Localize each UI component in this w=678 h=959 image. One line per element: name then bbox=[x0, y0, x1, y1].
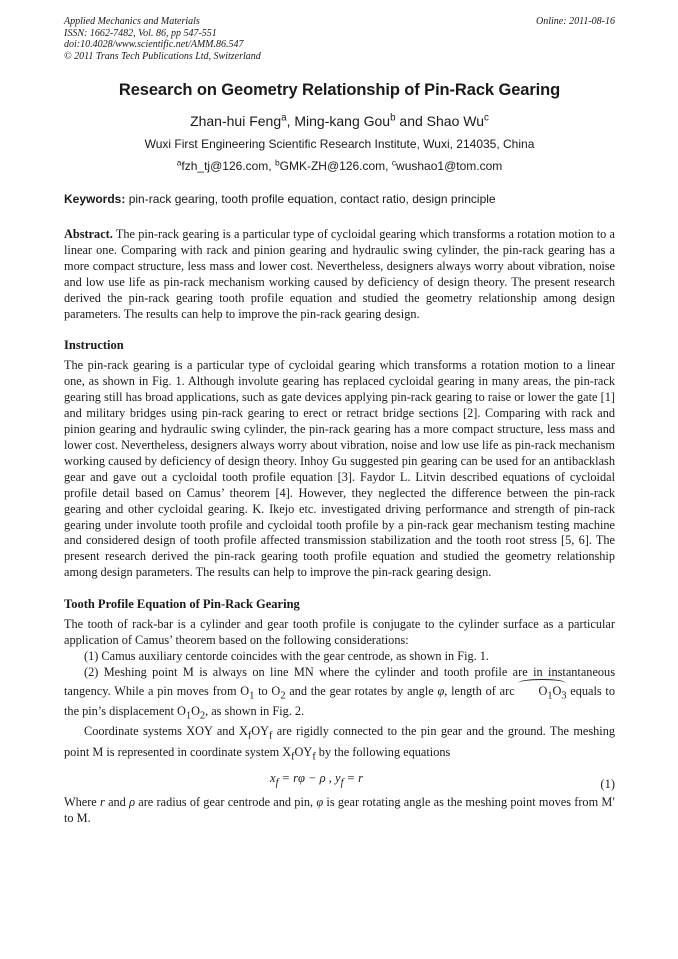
equation-number: (1) bbox=[600, 777, 615, 792]
symbol-rho: ρ bbox=[129, 795, 135, 810]
section-heading-tooth-profile: Tooth Profile Equation of Pin-Rack Gearing bbox=[64, 597, 300, 612]
symbol-xf-of-yf: $X_fOY_f$ bbox=[238, 724, 273, 742]
email-superscript: c bbox=[391, 157, 397, 168]
consideration-1: (1) Camus auxiliary centorde coincides with the gear centrode, as shown in Fig. 1. bbox=[84, 648, 490, 663]
email-address[interactable]: GMK-ZH@126.com, bbox=[279, 159, 392, 173]
email-superscript: b bbox=[274, 157, 280, 168]
doi-line: doi:10.4028/www.scientific.net/AMM.86.547 bbox=[64, 39, 244, 50]
where-paragraph: Where r and ρ are radius of gear centrode and pin, φ is gear rotating angle as the meshing point moves from M′ to M. bbox=[64, 795, 616, 826]
arc-o1-o3: $O_1O_3$ bbox=[518, 681, 566, 704]
email-address[interactable]: fzh_tj@126.com, bbox=[181, 159, 275, 173]
issn-line: ISSN: 1662-7482, Vol. 86, pp 547-551 bbox=[64, 27, 217, 39]
keywords-label: Keywords: bbox=[64, 192, 126, 206]
copyright-line: © 2011 Trans Tech Publications Ltd, Switzerland bbox=[64, 50, 261, 62]
affiliation: Wuxi First Engineering Scientific Research Institute, Wuxi, 214035, China bbox=[144, 137, 535, 151]
symbol-r: r bbox=[100, 795, 105, 810]
author-superscript: b bbox=[390, 112, 396, 124]
symbol-phi: φ bbox=[437, 683, 445, 698]
symbol-m-prime: M′ bbox=[601, 795, 616, 810]
paper-page bbox=[64, 16, 615, 827]
online-date: Online: 2011-08-16 bbox=[536, 16, 615, 27]
author-name: Shao Wu bbox=[426, 113, 485, 129]
symbol-o2: $O_2$ bbox=[271, 683, 286, 702]
author-line bbox=[64, 113, 615, 129]
author-name: Ming-kang Gou bbox=[294, 113, 391, 129]
abstract-label: Abstract. bbox=[64, 227, 113, 241]
instruction-paragraph: The pin-rack gearing is a particular type of cycloidal gearing which transforms a rotation motion to a linear one, as shown in Fig. 1. Although involute gearing has replaced cycloidal gearing in many areas, the pin-rack gearing still has broad applications, such as gate devices applying pin-rack gearing to raise or lower the gate [1] and military bridges using pin-rack gearing to erect or retract bridge sections [2]. Comparing with rack and pinion gearing and hydraulic swing cylinder, the pin-rack gearing has a more compact structure, less mass and lower cost. Nevertheless, designers always worry about vibration, noise and low use life as pin-rack mechanism working caused by deficiency of design theory. Inhoy Gu suggested pin gearing can be used for an antibacklash gear and gave out a cycloidal tooth profile equation [3]. Faydor L. Litvin described equations of cycloidal profile detail based on Camus’ theorem [4]. However, they neglected the difference between the pin-rack gearing and other cycloidal gearing. K. Ikejo etc. investigated driving performance and strength of pin-rack gearing under involute tooth profile and cycloidal tooth profile by a pin-rack gear mechanism testing machine and considered design of tooth profile affected transmission stabilization and the tooth root stress [5, 6]. The present research derived the pin-rack gearing tooth profile equation and studied the geometry relationship among design parameters. The results can help to improve the pin-rack gearing design. bbox=[64, 358, 615, 580]
equation-1 bbox=[64, 769, 615, 795]
abstract-text: The pin-rack gearing is a particular type of cycloidal gearing which transforms a rotation motion to a linear one. Comparing with rack and pinion gearing and hydraulic swing cylinder, the pin-rack gearing has a more compact structure, less mass and lower cost. Nevertheless, designers always worry about vibration, noise and low use life as pin-rack mechanism working caused by deficiency of design theory. The present research derived the pin-rack gearing tooth profile equation and studied the geometry relationship among design parameters. The results can help to improve the pin-rack gearing design. bbox=[64, 227, 615, 321]
author-superscript: a bbox=[281, 112, 287, 124]
email-superscript: a bbox=[176, 157, 182, 168]
journal-name: Applied Mechanics and Materials bbox=[64, 16, 200, 27]
tooth-profile-paragraph: The tooth of rack-bar is a cylinder and gear tooth profile is conjugate to the cylinder surface as a particular application of Camus’ theorem based on the following considerations: bbox=[64, 617, 615, 648]
keywords-text: pin-rack gearing, tooth profile equation, contact ratio, design principle bbox=[125, 192, 496, 206]
section-heading-instruction: Instruction bbox=[64, 338, 124, 353]
equation-expression: $x_f = r\varphi - \rho$ , $y_f = r$ bbox=[270, 771, 364, 789]
symbol-o1o2: $O_1O_2$ bbox=[177, 704, 206, 722]
email-line bbox=[64, 159, 615, 173]
paper-title: Research on Geometry Relationship of Pin-Rack Gearing bbox=[118, 81, 561, 99]
symbol-m: M bbox=[76, 811, 88, 826]
author-separator: , bbox=[286, 113, 295, 129]
author-separator: and bbox=[395, 113, 427, 129]
symbol-o1: $O_1$ bbox=[240, 683, 255, 702]
symbol-xoy: XOY bbox=[186, 724, 213, 739]
author-name: Zhan-hui Feng bbox=[190, 113, 282, 129]
journal-header bbox=[64, 16, 615, 62]
symbol-phi: φ bbox=[316, 795, 324, 810]
keywords bbox=[64, 192, 615, 206]
author-superscript: c bbox=[484, 112, 489, 124]
coordinate-paragraph: Coordinate systems XOY and $X_fOY_f$ are rigidly connected to the pin gear and the ground. The meshing point M is represented in coordinate system $X_fOY_f$ by the following equations bbox=[64, 724, 616, 763]
abstract bbox=[64, 227, 615, 322]
symbol-xf-of-yf: $X_fOY_f$ bbox=[282, 744, 316, 763]
consideration-2: (2) Meshing point M is always on line MN where the cylinder and tooth profile are in instantaneous tangency. While a pin moves from $O_1$ to $O_2$ and the gear rotates by angle φ, length of arc $O_1O_3$ equals to the pin’s displacement $O_1O_2$, as shown in Fig. 2. bbox=[64, 664, 615, 722]
email-address[interactable]: wushao1@tom.com bbox=[396, 159, 503, 173]
